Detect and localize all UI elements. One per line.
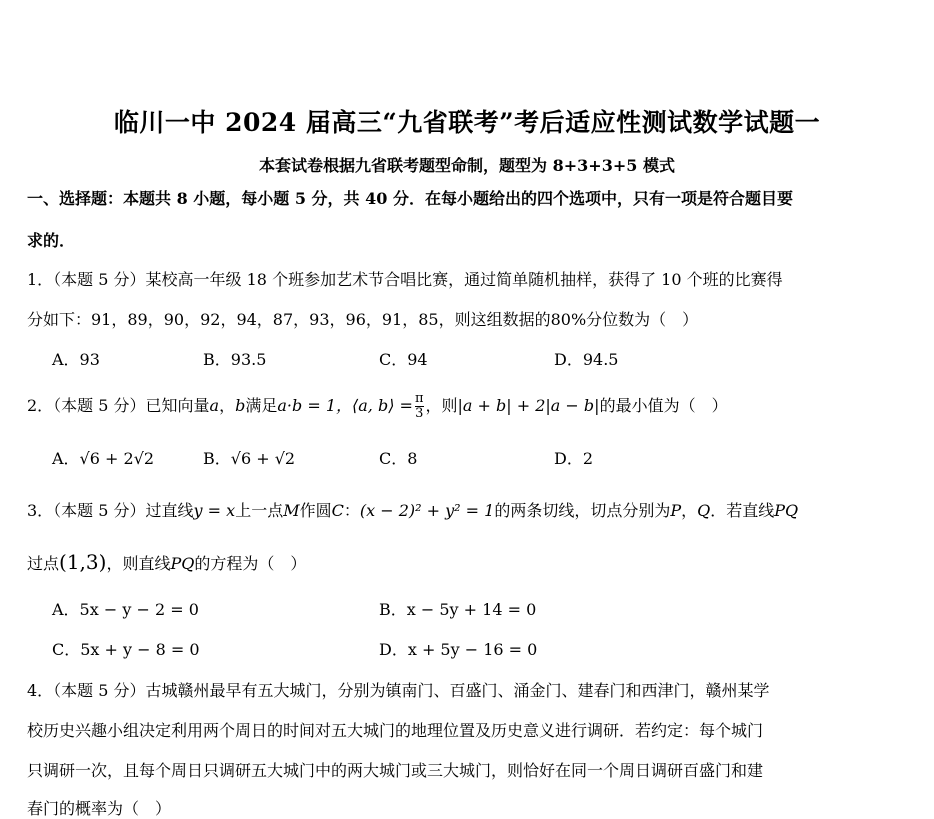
q3-option-a: A．5x − y − 2 = 0 [52,600,199,619]
q1-text-line2: 分如下：91，89，90，92，94，87，93，96，91，85，则这组数据的80%分位数为（ ） [27,310,699,329]
q1-option-b: B．93.5 [203,350,267,369]
section-heading-line2: 求的． [27,231,76,250]
q1-option-c: C．94 [379,350,428,369]
q3-circle-c: C [331,501,344,520]
q2-then: ，则 [425,396,458,415]
q3-part3: 作圆 [299,501,332,520]
q3-circle-eq: (x − 2)² + y² = 1 [359,501,495,520]
q3-part1: 3．（本题 5 分）过直线 [27,501,194,520]
q3-line-pq-2: PQ [170,554,195,573]
q2-fraction-num: π [414,391,424,406]
q2-angle: ⟨a, b⟩ = [352,396,413,415]
q3-point: (1,3) [59,550,107,574]
q3-point-m: M [283,501,300,520]
q2-fraction [415,392,424,421]
q3-option-c: C．5x + y − 8 = 0 [52,640,200,659]
q2-sep: ， [219,396,236,415]
q4-text-line1: 4．（本题 5 分）古城赣州最早有五大城门，分别为镇南门、百盛门、涌金门、建春门和西津门，赣州某学 [27,681,770,700]
q3-option-b: B．x − 5y + 14 = 0 [379,600,537,619]
q1-text-line1: 1．（本题 5 分）某校高一年级 18 个班参加艺术节合唱比赛，通过简单随机抽样，获得了 10 个班的比赛得 [27,270,783,289]
q2-dot-product: a·b = 1， [277,396,353,415]
q2-suffix: 的最小值为（ ） [599,396,728,415]
q4-text-line4: 春门的概率为（ ） [27,799,172,818]
q2-option-a: A．√6 + 2√2 [52,449,155,468]
q3-part5: 的两条切线，切点分别为 [494,501,671,520]
page-subtitle: 本套试卷根据九省联考题型命制，题型为 8+3+3+5 模式 [259,156,675,175]
q2-cond: 满足 [245,396,278,415]
q3-line2c: 的方程为（ ） [194,554,307,573]
q4-text-line3: 只调研一次，且每个周日只调研五大城门中的两大城门或三大城门，则恰好在同一个周日调研百盛门和建 [27,761,764,780]
q1-option-d: D．94.5 [554,350,619,369]
q2-expression: |a + b| + 2|a − b| [457,396,600,415]
page-title: 临川一中 2024 届高三“九省联考”考后适应性测试数学试题一 [113,108,821,137]
q3-part4: ： [343,501,360,520]
q2-prefix: 2．（本题 5 分）已知向量 [27,396,210,415]
q2-option-b: B．√6 + √2 [203,449,296,468]
section-heading-line1: 一、选择题：本题共 8 小题，每小题 5 分，共 40 分．在每小题给出的四个选项中，只有一项是符合题目要 [27,189,793,208]
q3-text-line1 [27,498,798,521]
q3-line2b: ，则直线 [106,554,171,573]
q3-text-line2 [27,550,306,574]
q2-option-c: C．8 [379,449,418,468]
q3-line-pq: PQ [774,501,799,520]
q1-option-a: A．93 [52,350,100,369]
q3-line2a: 过点 [27,554,60,573]
q3-comma: ， [681,501,698,520]
q2-fraction-den: 3 [415,406,424,421]
q3-part6: ．若直线 [710,501,775,520]
q3-option-d: D．x + 5y − 16 = 0 [379,640,538,659]
q3-part2: 上一点 [235,501,284,520]
q4-text-line2: 校历史兴趣小组决定利用两个周日的时间对五大城门的地理位置及历史意义进行调研．若约定：每个城门 [27,721,764,740]
vector-a: a [209,396,220,415]
q3-point-q: Q [697,501,711,520]
vector-b: b [235,396,246,415]
q2-option-d: D．2 [554,449,594,468]
q2-text [27,392,728,421]
q3-point-p: P [670,501,682,520]
q3-line-eq: y = x [193,501,236,520]
